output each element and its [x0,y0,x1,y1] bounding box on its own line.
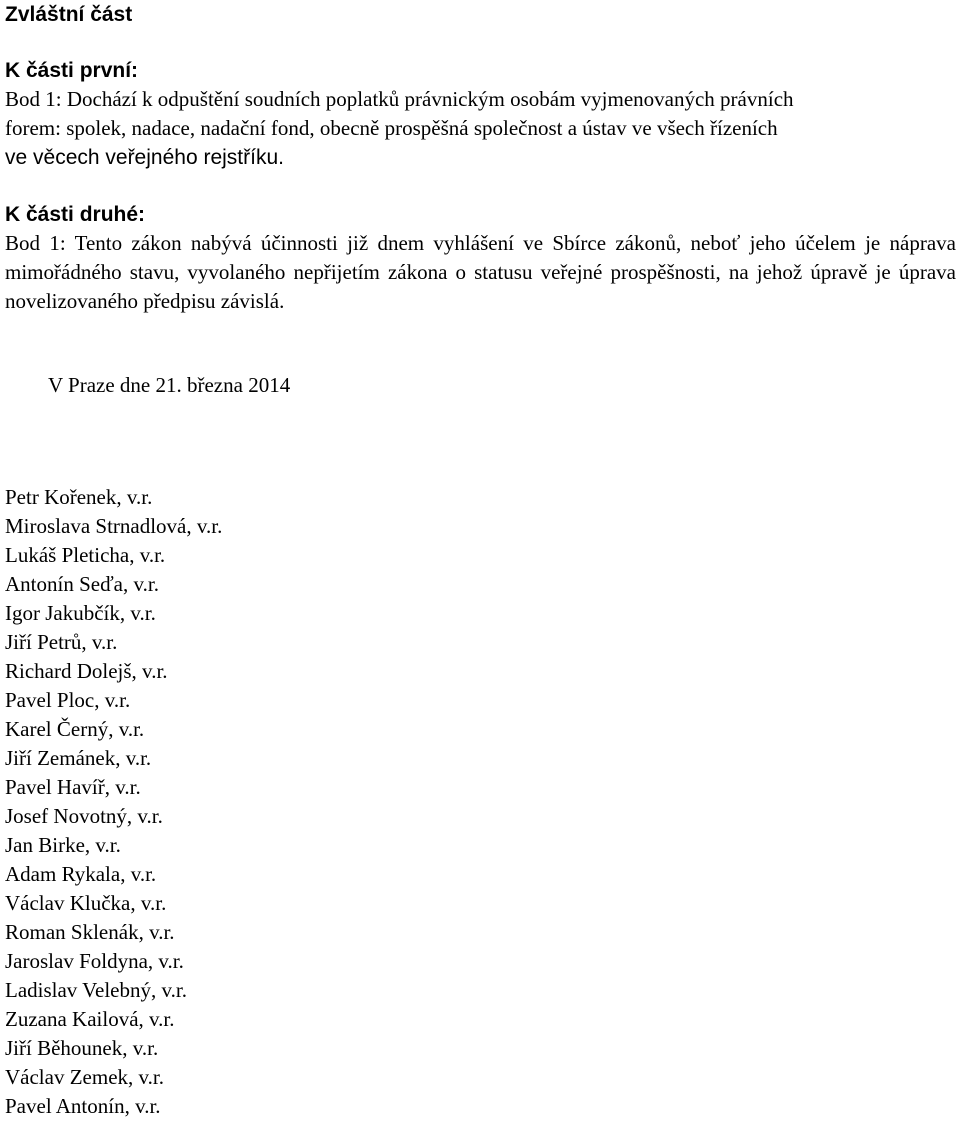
signature-item: Adam Rykala, v.r. [5,862,157,886]
signature-item: Jaroslav Foldyna, v.r. [5,949,184,973]
signature-item: Pavel Havíř, v.r. [5,775,141,799]
main-heading: Zvláštní část [5,3,133,26]
signature-item: Karel Černý, v.r. [5,717,145,741]
signature-item: Petr Kořenek, v.r. [5,485,153,509]
signature-item: Josef Novotný, v.r. [5,804,163,828]
signature-item: Václav Zemek, v.r. [5,1065,164,1089]
signature-item: Igor Jakubčík, v.r. [5,601,156,625]
signature-item: Pavel Antonín, v.r. [5,1094,161,1118]
signature-item: Roman Sklenák, v.r. [5,920,175,944]
section-part-two-paragraph: Bod 1: Tento zákon nabývá účinnosti již dnem vyhlášení ve Sbírce zákonů, neboť jeho účelem je náprava mimořádného stavu, vyvolaného nepřijetím zákona o statusu veřejné prospěšnosti, na jehož úpravě je úprava novelizovaného předpisu závislá. [5,231,956,313]
signature-list [5,483,956,1121]
section-part-one [5,56,956,172]
section-part-one-heading: K části první: [5,59,139,82]
signature-item: Jan Birke, v.r. [5,833,121,857]
signature-item: Miroslava Strnadlová, v.r. [5,514,223,538]
section-part-one-line: Bod 1: Dochází k odpuštění soudních poplatků právnickým osobám vyjmenovaných právních [5,87,794,111]
signature-item: Richard Dolejš, v.r. [5,659,168,683]
signature-item: Lukáš Pleticha, v.r. [5,543,166,567]
signature-item: Václav Klučka, v.r. [5,891,167,915]
section-part-two [5,200,956,316]
signature-item: Jiří Petrů, v.r. [5,630,118,654]
signature-item: Zuzana Kailová, v.r. [5,1007,175,1031]
section-part-one-line: ve věcech veřejného rejstříku. [5,146,284,169]
section-part-one-line: forem: spolek, nadace, nadační fond, obecně prospěšná společnost a ústav ve všech řízeních [5,116,778,140]
signature-item: Jiří Běhounek, v.r. [5,1036,159,1060]
section-part-two-heading: K části druhé: [5,203,146,226]
signature-item: Pavel Ploc, v.r. [5,688,131,712]
signature-item: Antonín Seďa, v.r. [5,572,159,596]
signature-item: Ladislav Velebný, v.r. [5,978,187,1002]
date-line: V Praze dne 21. března 2014 [48,373,291,397]
signature-item: Jiří Zemánek, v.r. [5,746,152,770]
